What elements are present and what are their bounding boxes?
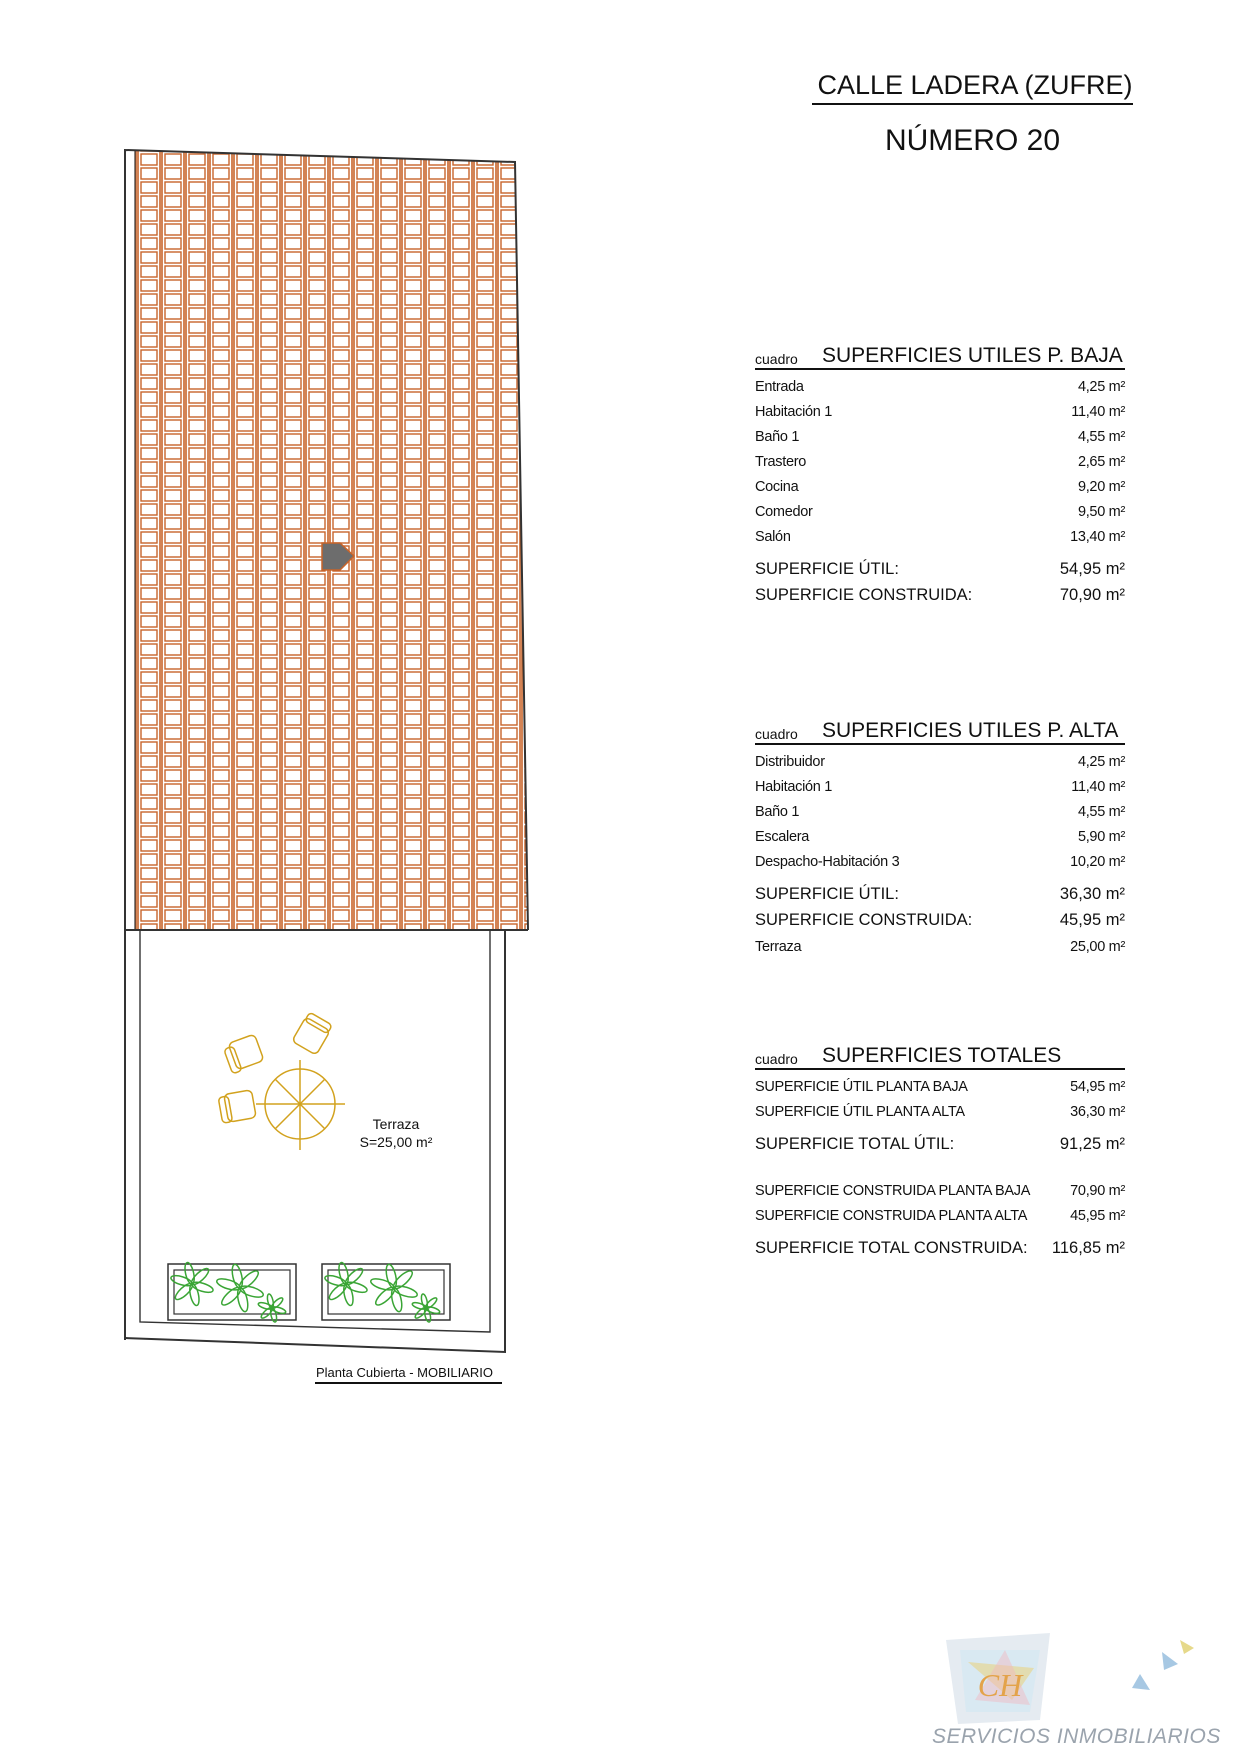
table-row: Entrada 4,25 m² (755, 379, 1125, 395)
company-logo-icon (946, 1633, 1194, 1724)
plant-icon (370, 1263, 419, 1312)
street-title: CALLE LADERA (ZUFRE) (817, 70, 1133, 100)
table-row: Escalera 5,90 m² (755, 829, 1125, 845)
table-title: SUPERFICIES UTILES P. BAJA (822, 344, 1123, 367)
table-row: Despacho-Habitación 3 10,20 m² (755, 854, 1125, 870)
header-rule (812, 103, 1133, 105)
table-planta-baja (755, 342, 1125, 605)
logo-letters: CH (977, 1667, 1023, 1703)
house-number: NÚMERO 20 (884, 124, 1061, 157)
table-row: SUPERFICIE CONSTRUIDA PLANTA BAJA 70,90 m² (755, 1183, 1125, 1199)
table-row: Distribuidor 4,25 m² (755, 754, 1125, 770)
terrace-label: Terraza S=25,00 m² (359, 1116, 433, 1150)
table-row: SUPERFICIE ÚTIL PLANTA BAJA 54,95 m² (755, 1079, 1125, 1095)
table-title-bar (755, 1042, 1125, 1070)
chair-icon (292, 1012, 332, 1055)
table-row: Habitación 1 11,40 m² (755, 404, 1125, 420)
table-row: Baño 1 4,55 m² (755, 429, 1125, 445)
summary-row: SUPERFICIE CONSTRUIDA: 45,95 m² (755, 911, 1125, 929)
summary-row: SUPERFICIE ÚTIL: 54,95 m² (755, 560, 1125, 578)
table-row: Terraza 25,00 m² (755, 939, 1125, 955)
plant-icon (216, 1263, 265, 1312)
table-totales (755, 1042, 1125, 1258)
parasol-icon (256, 1060, 345, 1150)
table-row: SUPERFICIE CONSTRUIDA PLANTA ALTA 45,95 m² (755, 1208, 1125, 1224)
chair-icon (224, 1034, 264, 1074)
table-row: Cocina 9,20 m² (755, 479, 1125, 495)
roof-tiles (135, 150, 528, 930)
table-title-bar (755, 717, 1125, 745)
summary-row: SUPERFICIE CONSTRUIDA: 70,90 m² (755, 586, 1125, 604)
plant-icon (324, 1262, 368, 1307)
table-label: cuadro (755, 726, 798, 742)
summary-row: SUPERFICIE ÚTIL: 36,30 m² (755, 885, 1125, 903)
table-row: Baño 1 4,55 m² (755, 804, 1125, 820)
table-label: cuadro (755, 1051, 798, 1067)
table-title: SUPERFICIES TOTALES (822, 1044, 1062, 1067)
table-row: Comedor 9,50 m² (755, 504, 1125, 520)
table-row: SUPERFICIE ÚTIL PLANTA ALTA 36,30 m² (755, 1104, 1125, 1120)
table-row: Habitación 1 11,40 m² (755, 779, 1125, 795)
summary-row: SUPERFICIE TOTAL ÚTIL: 91,25 m² (755, 1135, 1125, 1153)
table-title: SUPERFICIES UTILES P. ALTA (822, 719, 1119, 742)
table-row: Trastero 2,65 m² (755, 454, 1125, 470)
table-planta-alta (755, 717, 1125, 955)
table-row: Salón 13,40 m² (755, 529, 1125, 545)
table-label: cuadro (755, 351, 798, 367)
table-title-bar (755, 342, 1125, 370)
caption-rule (315, 1382, 502, 1384)
plant-icon (258, 1293, 287, 1322)
summary-row: SUPERFICIE TOTAL CONSTRUIDA: 116,85 m² (755, 1239, 1125, 1257)
plan-caption: Planta Cubierta - MOBILIARIO (316, 1365, 494, 1380)
plant-icon (170, 1262, 214, 1307)
plant-icon (412, 1293, 441, 1322)
logo-text: SERVICIOS INMOBILIARIOS (932, 1725, 1221, 1748)
chair-icon (218, 1090, 256, 1123)
